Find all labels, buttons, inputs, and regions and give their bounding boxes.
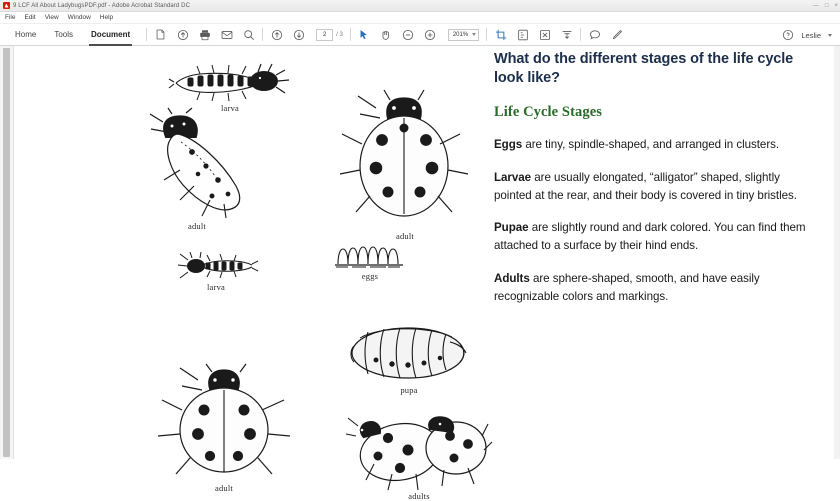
maximize-button[interactable]: □ — [824, 3, 829, 9]
page-total-label: / 3 — [336, 31, 343, 38]
cursor-select-icon[interactable] — [358, 28, 371, 41]
paragraph-adults — [494, 270, 818, 305]
menu-item-help[interactable]: Help — [99, 14, 114, 21]
workspace — [0, 46, 840, 501]
figure-label: larva — [207, 282, 225, 292]
acrobat-logo-icon — [3, 2, 10, 9]
paragraph-larvae — [494, 169, 818, 204]
close-button[interactable]: × — [834, 3, 838, 9]
page-number-group — [316, 29, 343, 41]
fit-width-icon[interactable] — [538, 28, 551, 41]
toolbar-divider — [146, 28, 147, 41]
page-display-group — [494, 28, 573, 41]
tab-document[interactable]: Document — [82, 24, 139, 46]
figure-label: adult — [188, 221, 206, 231]
search-icon[interactable] — [242, 28, 255, 41]
figure-adults-pair — [344, 416, 494, 501]
page-nav-group — [270, 28, 343, 41]
menu-item-window[interactable]: Window — [67, 14, 91, 21]
print-icon[interactable] — [198, 28, 211, 41]
paragraph-term: Larvae — [494, 170, 532, 184]
user-menu-label[interactable]: Leslie — [801, 30, 821, 40]
figure-pupa — [346, 324, 472, 395]
file-actions-group — [154, 28, 255, 41]
figure-eggs — [330, 240, 410, 281]
crop-pages-icon[interactable] — [494, 28, 507, 41]
figure-label: eggs — [361, 271, 379, 281]
arrow-up-circle-icon[interactable] — [270, 28, 283, 41]
chevron-down-icon[interactable] — [828, 34, 832, 37]
toolbar-divider-5 — [580, 28, 581, 41]
document-subheading: Life Cycle Stages — [494, 104, 603, 121]
upload-cloud-icon[interactable] — [176, 28, 189, 41]
document-scrollbar[interactable] — [834, 46, 840, 459]
paragraph-text: are sphere-shaped, smooth, and have easily recognizable colors and markings. — [494, 271, 760, 303]
paragraph-text: are usually elongated, “alligator” shaped, slightly pointed at the rear, and their body is covered in tiny bristles. — [494, 170, 797, 202]
zoom-level-select[interactable] — [448, 29, 479, 41]
comment-bubble-icon[interactable] — [588, 28, 601, 41]
menu-item-view[interactable]: View — [44, 14, 59, 21]
document-heading: What do the different stages of the life cycle look like? — [494, 51, 794, 87]
paragraph-text: are slightly round and dark colored. You can find them attached to a surface by their hind ends. — [494, 221, 806, 253]
paragraph-eggs — [494, 136, 818, 154]
main-toolbar — [0, 24, 840, 46]
toolbar-divider-4 — [486, 28, 487, 41]
annotate-group — [588, 28, 623, 41]
zoom-level-value: 201% — [452, 31, 469, 38]
page-number-input[interactable]: 2 — [316, 29, 333, 41]
hand-pan-icon[interactable] — [380, 28, 393, 41]
email-icon[interactable] — [220, 28, 233, 41]
paragraph-pupae — [494, 219, 818, 254]
arrow-down-circle-icon[interactable] — [292, 28, 305, 41]
menu-item-edit[interactable]: Edit — [24, 14, 36, 21]
figure-larva-small — [174, 251, 258, 292]
scroll-mode-icon[interactable] — [560, 28, 573, 41]
save-file-icon[interactable] — [154, 28, 167, 41]
figure-label: pupa — [400, 385, 418, 395]
toolbar-divider-2 — [262, 28, 263, 41]
title-bar — [0, 0, 840, 12]
toolbar-right-group — [781, 24, 832, 46]
fit-page-icon[interactable] — [516, 28, 529, 41]
figure-adult-large-left — [132, 108, 262, 231]
tab-tools[interactable]: Tools — [54, 30, 74, 39]
help-circle-icon[interactable] — [781, 29, 794, 42]
figure-larva-top — [166, 60, 294, 113]
figure-adult-bottom-left — [154, 364, 294, 493]
navigation-pane[interactable] — [0, 46, 14, 459]
figure-label: adults — [408, 491, 430, 501]
paragraph-term: Pupae — [494, 221, 529, 235]
document-page[interactable] — [14, 46, 840, 501]
toolbar-tabs — [6, 24, 139, 46]
figure-label: adult — [215, 483, 233, 493]
figure-adult-spotted-top — [336, 88, 474, 241]
figure-label: adult — [396, 231, 414, 241]
sign-pen-icon[interactable] — [610, 28, 623, 41]
window-title: 9 LCF All About LadybugsPDF.pdf - Adobe Acrobat Standard DC — [13, 2, 191, 9]
zoom-in-icon[interactable] — [424, 28, 437, 41]
illustrations-column — [14, 46, 484, 501]
figure-label: larva — [221, 103, 239, 113]
menu-bar — [0, 12, 840, 24]
paragraph-text: are tiny, spindle-shaped, and arranged in clusters. — [522, 138, 780, 152]
paragraph-term: Eggs — [494, 138, 523, 152]
paragraph-term: Adults — [494, 271, 530, 285]
window-controls — [813, 0, 838, 12]
document-text-column — [484, 46, 840, 459]
view-tools-group — [358, 28, 479, 41]
menu-item-file[interactable]: File — [5, 14, 16, 21]
navigation-scrollbar[interactable] — [3, 48, 10, 457]
toolbar-divider-3 — [350, 28, 351, 41]
minimize-button[interactable]: — — [812, 3, 819, 9]
tab-home[interactable]: Home — [15, 30, 37, 39]
zoom-out-icon[interactable] — [402, 28, 415, 41]
chevron-down-icon — [472, 33, 476, 36]
